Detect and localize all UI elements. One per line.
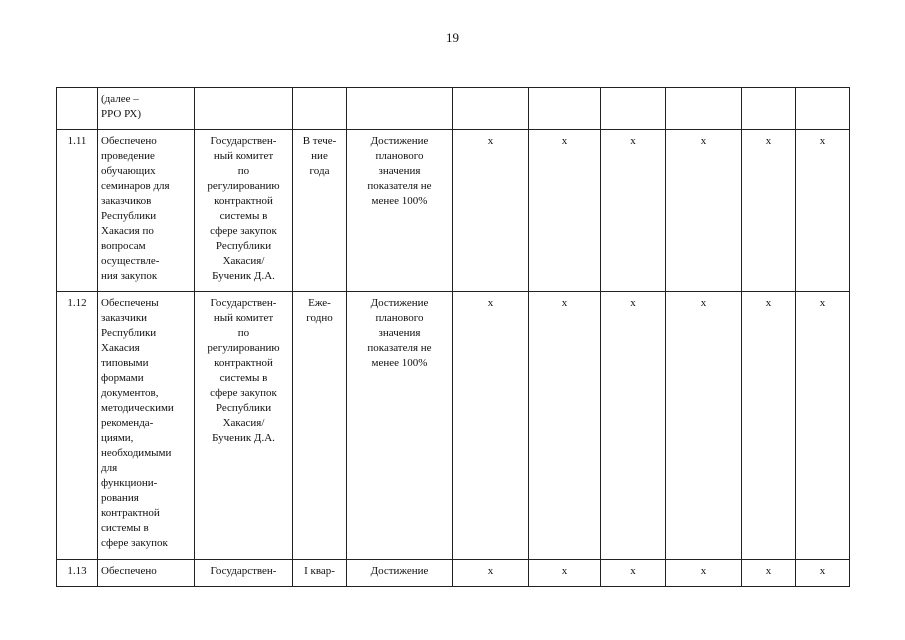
executor-line: системы в: [219, 210, 268, 222]
result-line: значения: [378, 165, 421, 177]
executor-line: по: [237, 327, 250, 339]
cell-mark: х: [601, 560, 666, 587]
cell-mark: х: [529, 560, 601, 587]
executor-line: системы в: [219, 372, 268, 384]
cell-term: [293, 88, 347, 130]
cell-mark: х: [453, 130, 529, 292]
name-line: Хакасия по: [101, 225, 154, 237]
executor-line: сфере закупок: [210, 225, 277, 237]
result-line: значения: [378, 327, 421, 339]
cell-term: [293, 560, 347, 587]
executor-line: ный комитет: [213, 150, 274, 162]
cell-executor: [195, 560, 293, 587]
cell-mark: х: [742, 130, 796, 292]
term-line: В тече-: [302, 135, 337, 147]
cell-result: [347, 88, 453, 130]
name-line: (далее –: [101, 93, 139, 105]
name-line: РРО РХ): [101, 108, 142, 120]
cell-name: [98, 88, 195, 130]
name-line: формами: [101, 372, 144, 384]
cell-num: 1.13: [57, 560, 98, 587]
term-line: ние: [311, 150, 328, 162]
executor-line: Государствен-: [210, 297, 277, 309]
cell-mark: х: [666, 130, 742, 292]
name-line: документов,: [101, 387, 159, 399]
name-line: Республики: [101, 210, 157, 222]
name-line: сфере закупок: [101, 537, 168, 549]
name-line: рования: [101, 492, 139, 504]
executor-line: Бученик Д.А.: [212, 432, 275, 444]
cell-mark: [666, 88, 742, 130]
cell-mark: х: [742, 292, 796, 560]
name-line: Хакасия: [101, 342, 140, 354]
result-line: Достижение: [370, 565, 429, 577]
result-line: показателя не: [367, 342, 432, 354]
name-line: методическими: [101, 402, 174, 414]
executor-line: Хакасия/: [222, 255, 265, 267]
cell-executor: [195, 88, 293, 130]
name-line: семинаров для: [101, 180, 170, 192]
executor-line: Бученик Д.А.: [212, 270, 275, 282]
name-line: рекоменда-: [101, 417, 154, 429]
executor-line: Республики: [215, 402, 272, 414]
name-line: вопросам: [101, 240, 146, 252]
name-line: системы в: [101, 522, 149, 534]
name-line: циями,: [101, 432, 134, 444]
cell-term: [293, 292, 347, 560]
executor-line: контрактной: [214, 357, 273, 369]
cell-result: [347, 292, 453, 560]
executor-line: Государствен-: [210, 565, 277, 577]
result-line: Достижение: [370, 297, 429, 309]
term-line: годно: [306, 312, 333, 324]
cell-num: 1.11: [57, 130, 98, 292]
page-number: 19: [446, 30, 459, 45]
term-line: I квар-: [304, 565, 335, 577]
cell-result: [347, 130, 453, 292]
name-line: Обеспечено: [101, 135, 157, 147]
cell-mark: х: [796, 130, 850, 292]
result-line: менее 100%: [371, 357, 428, 369]
executor-line: Республики: [215, 240, 272, 252]
cell-mark: х: [601, 130, 666, 292]
executor-line: ный комитет: [213, 312, 274, 324]
result-line: планового: [375, 150, 424, 162]
term-line: года: [309, 165, 330, 177]
executor-line: сфере закупок: [210, 387, 277, 399]
name-line: для: [101, 462, 118, 474]
table-row-1-12: [57, 292, 850, 560]
cell-name: [98, 130, 195, 292]
executor-line: регулированию: [207, 342, 280, 354]
cell-mark: [529, 88, 601, 130]
cell-mark: х: [453, 560, 529, 587]
cell-result: [347, 560, 453, 587]
name-line: контрактной: [101, 507, 160, 519]
executor-line: Государствен-: [210, 135, 277, 147]
result-line: показателя не: [367, 180, 432, 192]
cell-mark: х: [529, 130, 601, 292]
cell-mark: х: [666, 560, 742, 587]
cell-mark: х: [529, 292, 601, 560]
result-line: менее 100%: [371, 195, 428, 207]
name-line: осуществле-: [101, 255, 160, 267]
cell-mark: х: [601, 292, 666, 560]
cell-mark: х: [796, 560, 850, 587]
cell-mark: [742, 88, 796, 130]
cell-mark: [453, 88, 529, 130]
plan-table: [56, 87, 850, 587]
cell-mark: х: [666, 292, 742, 560]
name-line: проведение: [101, 150, 155, 162]
cell-executor: [195, 130, 293, 292]
term-line: Еже-: [308, 297, 331, 309]
cell-name: [98, 560, 195, 587]
name-line: Обеспечено: [101, 565, 157, 577]
executor-line: регулированию: [207, 180, 280, 192]
cell-mark: х: [742, 560, 796, 587]
name-line: типовыми: [101, 357, 149, 369]
executor-line: контрактной: [214, 195, 273, 207]
name-line: заказчики: [101, 312, 148, 324]
name-line: функциони-: [101, 477, 158, 489]
cell-term: [293, 130, 347, 292]
table-row-1-11: [57, 130, 850, 292]
name-line: Республики: [101, 327, 157, 339]
cell-mark: х: [796, 292, 850, 560]
cell-mark: х: [453, 292, 529, 560]
cell-name: [98, 292, 195, 560]
name-line: заказчиков: [101, 195, 152, 207]
result-line: планового: [375, 312, 424, 324]
table-row-1-13: [57, 560, 850, 587]
name-line: необходимыми: [101, 447, 172, 459]
executor-line: по: [237, 165, 250, 177]
cell-mark: [796, 88, 850, 130]
name-line: Обеспечены: [101, 297, 159, 309]
cell-mark: [601, 88, 666, 130]
cell-num: [57, 88, 98, 130]
result-line: Достижение: [370, 135, 429, 147]
name-line: обучающих: [101, 165, 156, 177]
name-line: ния закупок: [101, 270, 158, 282]
table-row-continuation: [57, 88, 850, 130]
executor-line: Хакасия/: [222, 417, 265, 429]
cell-executor: [195, 292, 293, 560]
cell-num: 1.12: [57, 292, 98, 560]
